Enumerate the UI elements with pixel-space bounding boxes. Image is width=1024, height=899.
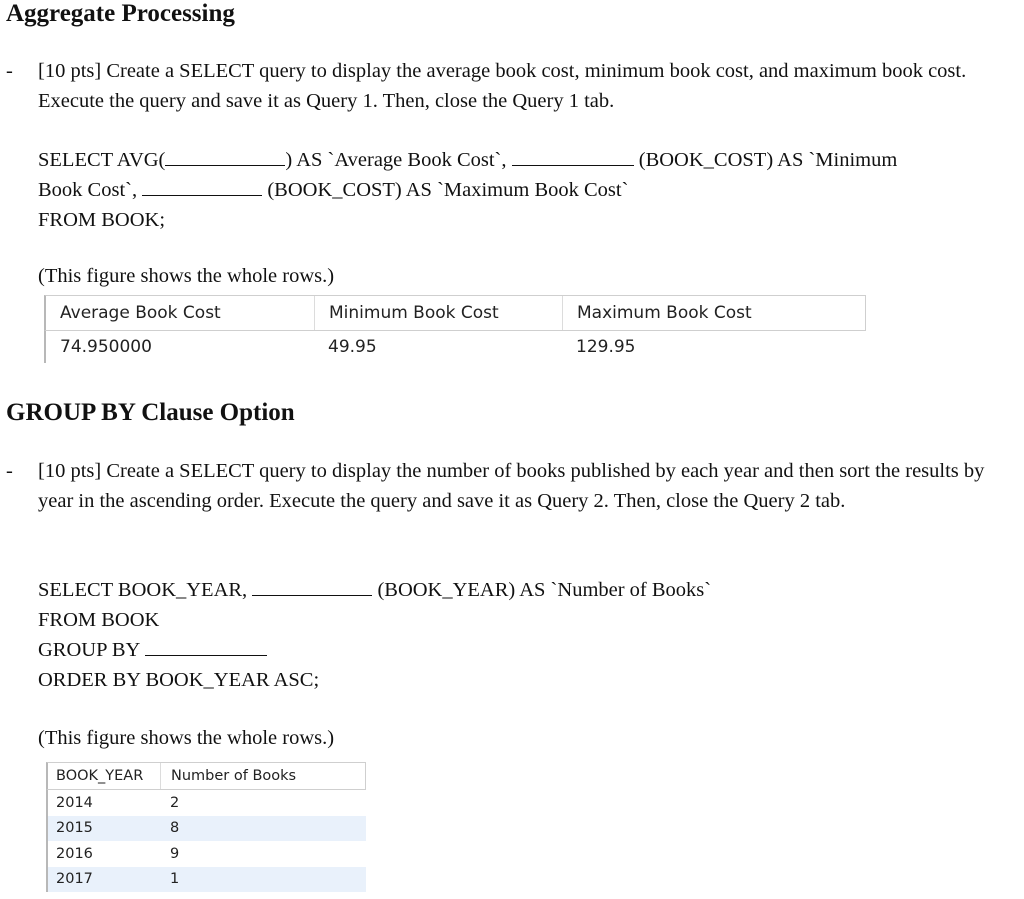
column-header[interactable]: BOOK_YEAR xyxy=(56,768,144,784)
table-cell: 2014 xyxy=(56,794,93,811)
figure-caption-1: (This figure shows the whole rows.) xyxy=(38,265,335,287)
result-grid-header xyxy=(44,295,866,331)
task-2-text: [10 pts] Create a SELECT query to display the number of books published by each year and then sort the results by year in the ascending order. Execute the query and save it as Query 2. Then, close the Query 2 tab. xyxy=(38,460,985,512)
code-line: FROM BOOK; xyxy=(38,209,166,231)
fill-blank xyxy=(512,147,634,166)
column-header[interactable]: Average Book Cost xyxy=(60,303,221,323)
table-cell: 9 xyxy=(170,845,180,862)
table-row[interactable] xyxy=(46,790,366,816)
figure-caption-2: (This figure shows the whole rows.) xyxy=(38,727,335,749)
table-row[interactable] xyxy=(44,331,866,363)
column-header[interactable]: Number of Books xyxy=(160,763,365,789)
result-grid-2 xyxy=(46,762,366,892)
code-line: SELECT AVG( ) AS `Average Book Cost`, (BOOK_COST) AS `Minimum xyxy=(38,149,898,171)
table-cell: 129.95 xyxy=(576,337,636,357)
fill-blank xyxy=(165,147,285,166)
result-grid-header xyxy=(46,762,366,790)
code-line: Book Cost`, (BOOK_COST) AS `Maximum Book Cost` xyxy=(38,179,629,201)
code-line: GROUP BY xyxy=(38,635,711,665)
task-1-text: [10 pts] Create a SELECT query to display the average book cost, minimum book cost, and maximum book cost. Execute the query and save it as Query 1. Then, close the Query 1 tab. xyxy=(38,60,967,112)
table-row[interactable] xyxy=(46,841,366,867)
table-cell: 74.950000 xyxy=(60,337,152,357)
query-2-code xyxy=(38,575,711,695)
column-header[interactable]: Maximum Book Cost xyxy=(562,296,865,330)
code-line: SELECT BOOK_YEAR, (BOOK_YEAR) AS `Number of Books` xyxy=(38,579,712,601)
result-grid-1 xyxy=(44,295,866,363)
section-heading-group-by: GROUP BY Clause Option xyxy=(6,399,295,426)
section-heading-aggregate: Aggregate Processing xyxy=(6,0,235,27)
column-header[interactable]: Minimum Book Cost xyxy=(314,296,562,330)
query-1-code xyxy=(38,145,897,235)
table-cell: 2016 xyxy=(56,845,93,862)
table-cell: 2015 xyxy=(56,820,93,837)
code-line: ORDER BY BOOK_YEAR ASC; xyxy=(38,669,320,691)
table-cell: 1 xyxy=(170,871,180,888)
fill-blank xyxy=(145,637,267,656)
bullet: - xyxy=(6,460,13,482)
fill-blank xyxy=(252,577,372,596)
code-line: FROM BOOK xyxy=(38,609,160,631)
table-row[interactable] xyxy=(46,816,366,842)
table-cell: 2 xyxy=(170,794,180,811)
table-cell: 2017 xyxy=(56,871,93,888)
table-row[interactable] xyxy=(46,867,366,893)
bullet: - xyxy=(6,60,13,82)
table-cell: 8 xyxy=(170,820,180,837)
table-cell: 49.95 xyxy=(328,337,377,357)
fill-blank xyxy=(142,177,262,196)
